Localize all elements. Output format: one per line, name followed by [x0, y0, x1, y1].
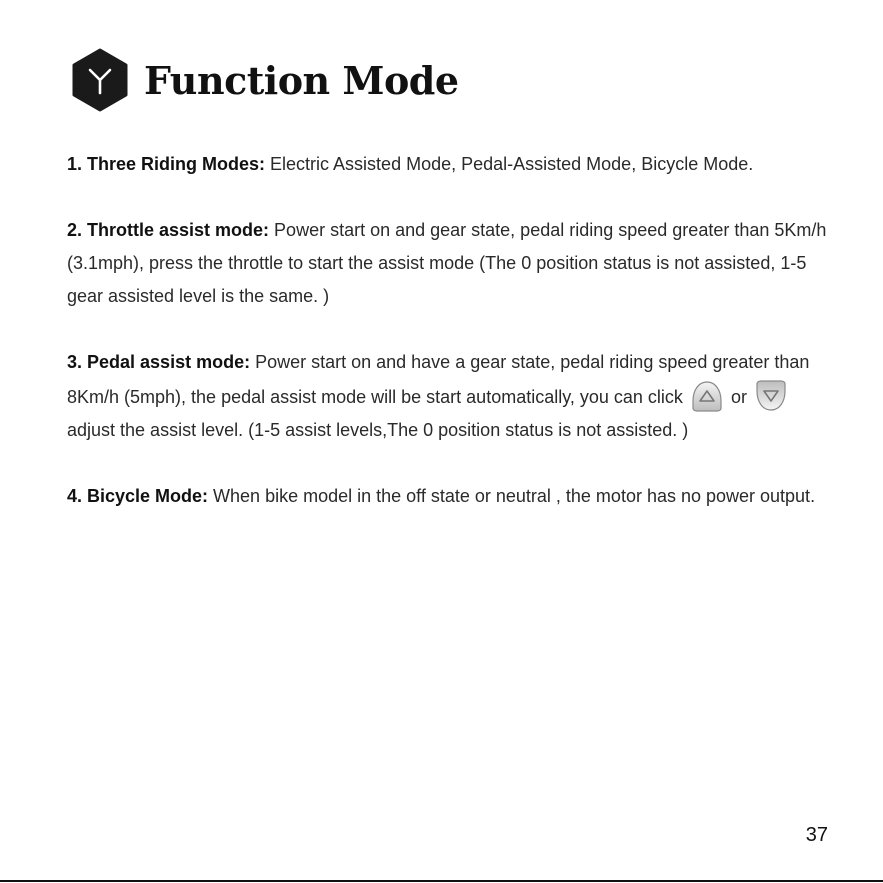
section-text: Power start on and gear state, pedal riding speed greater than 5Km/h (3.1mph), press the throttle to start the assist mode (The 0 position status is not assisted, 1-5 gear assisted level is the same. )	[67, 220, 827, 306]
section-riding-modes	[67, 148, 837, 181]
section-text-or: or	[725, 387, 752, 407]
section-pedal-assist	[67, 346, 837, 447]
down-button-icon	[754, 379, 788, 413]
page-header	[72, 48, 459, 112]
section-text: When bike model in the off state or neutral , the motor has no power output.	[208, 486, 816, 506]
section-text: Electric Assisted Mode, Pedal-Assisted Mode, Bicycle Mode.	[265, 154, 754, 174]
section-heading: 2. Throttle assist mode:	[67, 220, 270, 240]
section-heading: 3. Pedal assist mode:	[67, 352, 251, 372]
section-bicycle-mode	[67, 480, 837, 513]
section-heading: 1. Three Riding Modes:	[67, 154, 266, 174]
section-throttle-assist	[67, 214, 837, 313]
function-mode-content	[67, 148, 837, 546]
bottom-divider	[0, 880, 883, 882]
section-text: adjust the assist level. (1-5 assist levels,The 0 position status is not assisted. )	[67, 420, 689, 440]
page-title: Function Mode	[144, 57, 459, 103]
hexagon-y-icon	[72, 48, 128, 112]
up-button-icon	[690, 379, 724, 413]
section-heading: 4. Bicycle Mode:	[67, 486, 209, 506]
page-number: 37	[805, 824, 828, 846]
section-text: Power start on and have a gear state, pedal riding speed greater than 8Km/h (5mph), the pedal assist mode will be start automatically, you can click	[67, 352, 810, 407]
